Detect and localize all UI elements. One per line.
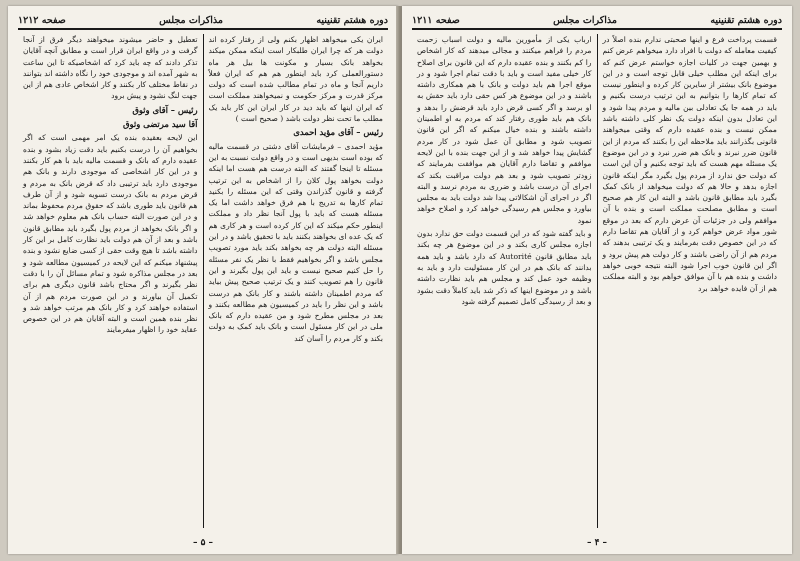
paragraph: این لایحه بعقیده بنده یک امر مهمی است که اگر بخواهیم آن را درست بکنیم باید دقت زیاد بشود و بنده عقیده دارم که بانک و قسمت مالیه باید با هم کار بکنند و در این کار اشخاصی که موجودی دارند و بانک هم موجودی دارد باید ترتیبی داد که قرض بانک به مردم و قرض مردم به بانک درست تسویه شود و از آن طرف هم قانون باید طوری باشد که حقوق مردم محفوظ بماند و در این صورت البته حساب بانک هم معلوم خواهد شد و اگر بانک بخواهد از مردم پول بگیرد باید مطابق قانون باشد و بعد از آن هم دولت باید نظارت کامل بر این کار داشته باشد تا هیچ وقت حقی از کسی ضایع نشود و بنده پیشنهاد میکنم که این لایحه در کمیسیون مطالعه شود و بعد در مجلس مذاکره شود و تمام مسائل آن را با دقت نظر بگیرند و اگر محتاج باشد قانون دیگری هم برای تکمیل آن بیاورند و در این صورت مردم هم از آن استفاده خواهند کرد و کار بانک هم مرتب خواهد شد و نظر بنده همین است و البته آقایان هم در این خصوص عقاید خود را اظهار میفرمایند — [23, 133, 198, 335]
left-page-col-right — [204, 34, 389, 528]
right-page-col-right — [598, 34, 783, 528]
paragraph: ایران یکی میخواهد اظهار بکنم ولی از رفتار کرده اند دولت هر که چرا ایران طلبکار است اینکه ممکن میکند بخواهد بانک بسیار و مکونت ها بیل هر ماه دستورالعملی کرد باید اینطور هم هم که ایران فعلاً داریم آنجا و ماه در تمام مطالب شده است که دولت مرکز قدرت و مرکز حکومت و نمیخواهند مملکت است که ایران اینها که باید دید در کار ایران این کار باید یک مطلب ما تحت نظر دولت باشد ( صحیح است ) — [208, 35, 383, 124]
right-page-col-left — [412, 34, 597, 528]
left-session-label: دوره هشتم تقنینیه — [316, 14, 388, 26]
right-session-label: دوره هشتم تقنینیه — [710, 14, 782, 26]
section-heading: رئیس – آقای وثوق — [132, 104, 198, 115]
left-page-col-left — [18, 34, 203, 528]
column-divider — [597, 34, 598, 528]
left-page-columns — [18, 34, 388, 528]
right-page — [402, 6, 792, 554]
section-heading: رئیس – آقای مؤید احمدی — [293, 127, 383, 138]
left-title: مذاکرات مجلس — [159, 14, 223, 26]
right-page-header — [412, 12, 782, 30]
paragraph: مؤید احمدی – فرمایشات آقای دشتی در قسمت مالیه که بوده است بدیهی است و در واقع دولت نسبت به این مسئله تا اینجا گفتند که البته درست هم هست اما اینکه دولت بخواهد پول کلان را از اشخاص به این ترتیب گرفته و قانون گذراندن وقتی که این مسئله را بکنید تمام کارها به تدریج با هم فرق خواهد داشت اما یک مسئله هست که باید با پول آنجا نظر داد و مملکت اینطور حکم میکند که این کار کرده است و هر کاری هم که یک عده ای بخواهند بکنند باید با تحقیق باشد و در این مسئله البته دولت هر چه بخواهد بکند باید مورد تصویب مجلس باشد و اگر بخواهیم فقط با نظر یک نفر مسئله را حل کنیم صحیح نیست و باید این پول بگیرند و این قانون را هم تصویب کنند و یک ترتیب صحیح پیش بیاید که مردم اطمینان داشته باشند و کار بانک هم درست باشد و این نظر را باید در کمیسیون هم مطالعه بکنند و بعد در مجلس مطرح شود و من عقیده دارم که بانک ملی در این کار مسئول است و بانک باید کمک به دولت بکند و کار مردم را آسان کند — [208, 141, 383, 343]
left-page-number: – ۵ – — [192, 538, 214, 548]
paragraph: ارباب یکی از مأمورین مالیه و دولت اسباب زحمت مردم را فراهم میکنند و مجالی میدهند که کار اشخاص را کم بکنند و بنده عقیده دارم که این قانون برای اصلاح کار خیلی مفید است و باید با دقت تمام اجرا شود و در موقع اجرا هم باید دولت و بانک با هم همکاری داشته باشند و در این موضوع هر کس حقی دارد باید حقش به او برسد و اگر کسی قرض دارد باید قرضش را بدهد و بانک هم باید طوری رفتار کند که مردم به او اطمینان داشته باشند و بنده خیال میکنم که اگر این قانون تصویب شود و مطابق آن عمل شود در کار مردم گشایش پیدا خواهد شد و از این جهت بنده با این لایحه موافقم و تقاضا دارم آقایان هم موافقت بفرمایند که زودتر تصویب شود و بعد هم دولت مراقبت بکند که اجرای آن درست باشد و ضرری به مردم نرسد و البته اگر در اجرای آن اشکالاتی پیدا شد دولت باید به مجلس بیاورد و مجلس هم رسیدگی خواهد کرد و اصلاح خواهد نمود — [417, 35, 592, 225]
left-page-label: صفحه ۱۲۱۲ — [18, 14, 66, 26]
left-page — [8, 6, 398, 554]
right-page-label: صفحه ۱۲۱۱ — [412, 14, 460, 26]
right-title: مذاکرات مجلس — [553, 14, 617, 26]
left-page-header — [18, 12, 388, 30]
paragraph: تعطیل و حاضر میشوند میخواهند دیگر فرق از آنجا گرفت و در واقع ایران قرار است و مطابق آنچه آقایان تذکر دادند که چه باید کرد که اشخاصیکه تا این ساعت به شهر آمده اند و موجودی خود را نگاه داشته اند بتوانند در نقاط مختلف کار بکنند و کار اشخاص عادی هم از این جهت لنگ نشود و پیش برود — [23, 35, 198, 101]
section-heading: آقا سید مرتضی وثوق — [123, 119, 198, 130]
column-divider — [203, 34, 204, 528]
paragraph: و باید گفته شود که در این قسمت دولت حق ندارد بدون اجازه مجلس کاری بکند و در این موضوع هر چه بکند باید مطابق قانون Autorité که دارد باشد و باید همه بدانند که بانک هم در این کار مسئولیت دارد و باید به وظیفه خود عمل کند و مجلس هم باید نظارت داشته باشد و در موضوع اینها که ذکر شد باید کاملاً دقت بشود و بعد از رسیدگی کامل تصمیم گرفته شود — [417, 229, 592, 306]
right-page-number: – ۴ – — [586, 538, 608, 548]
paragraph: قسمت پرداخت فرع و اینها صحبتی ندارم بنده اصلاً در کیفیت معامله که دولت با افراد دارد میخواهم عرض کنم و بهمین جهت در کلیات اجازه خواستم عرض کنم که برای اینکه این مطلب خیلی قابل توجه است و در این موضوع بانک بیشتر از سایرین کار کرده و اینطور نیست که تمام کارها را بتوانیم به این ترتیب درست بکنیم و باید در همه جا یک تعادلی بین مالیه و مردم پیدا شود و این تعادل بدون اینکه دولت یک نظر کلی داشته باشد ممکن نیست و بنده عقیده دارم که وقتی میخواهند قانونی بگذرانند باید ملاحظه این را بکنند که مردم از این قانون ضرر نبرند و بانک هم ضرر نبرد و در این موضوع یک مسئله مهم هست که باید توجه بکنیم و آن این است که دولت حق ندارد از مردم پول بگیرد مگر اینکه قانون اجازه بدهد و حالا هم که دولت میخواهد از بانک کمک بگیرد باید مطابق قانون باشد و البته این کار هم صحیح است و مطابق مصلحت مملکت است و بنده با آن موافقم ولی در جزئیات آن عرض دارم که بعد در موقع شور مواد عرض خواهم کرد و از آقایان هم تقاضا دارم که در این خصوص دقت بفرمایند و یک ترتیبی بدهند که مردم هم از آن راضی باشند و کار دولت هم پیش برود و اگر این قانون خوب اجرا شود البته نتیجه خوبی خواهد داشت و بنده هم با آن موافق خواهم بود و البته مملکت هم از آن فایده خواهد برد — [602, 35, 777, 293]
right-page-columns — [412, 34, 782, 528]
